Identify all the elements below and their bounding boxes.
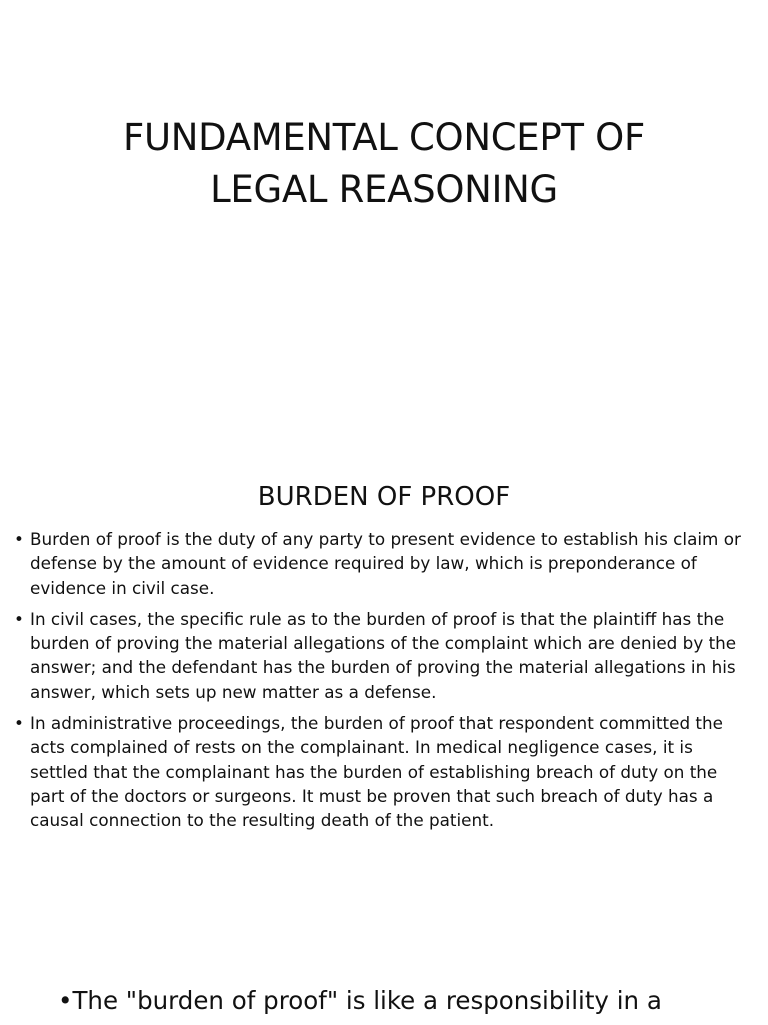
title-slide [0,0,768,430]
bullet-text: In civil cases, the specific rule as to the burden of proof is that the plaintiff has the burden of proving the material allegations of the complaint which are denied by the answer; and the defendant has the burden of proving the material allegations in his answer, which sets up new matter as a defense. [30,608,737,702]
bullet-item [14,711,750,832]
large-bullet-text: The "burden of proof" is like a responsibility in a [72,986,662,1015]
cut-off-text-line [74,1019,694,1025]
bullet-dot: • [14,529,24,549]
bullet-item [14,527,750,600]
bullet-text: Burden of proof is the duty of any party to present evidence to establish his claim or defense by the amount of evidence required by law, which is preponderance of evidence in civil case. [30,529,741,598]
burden-of-proof-slide [0,470,768,890]
bullet-dot: • [14,608,24,629]
slide-title-line-1: FUNDAMENTAL CONCEPT OF [123,116,645,159]
slide-title [0,112,768,216]
large-bullet-dot: • [58,986,73,1015]
slide-title-line-2: LEGAL REASONING [210,168,558,211]
bullet-list [14,527,750,840]
bullet-item [14,607,750,704]
bullet-text: In administrative proceedings, the burden of proof that respondent committed the acts complained of rests on the complainant. In medical negligence cases, it is settled that the complainant has the burden of establishing breach of duty on the part of the doctors or surgeons. It must be proven that such breach of duty has a causal connection to the resulting death of the patient. [30,713,723,831]
section-heading: BURDEN OF PROOF [257,482,511,512]
large-bullet-item [58,981,758,1021]
analogy-slide [0,970,768,1024]
bullet-dot: • [14,713,24,734]
